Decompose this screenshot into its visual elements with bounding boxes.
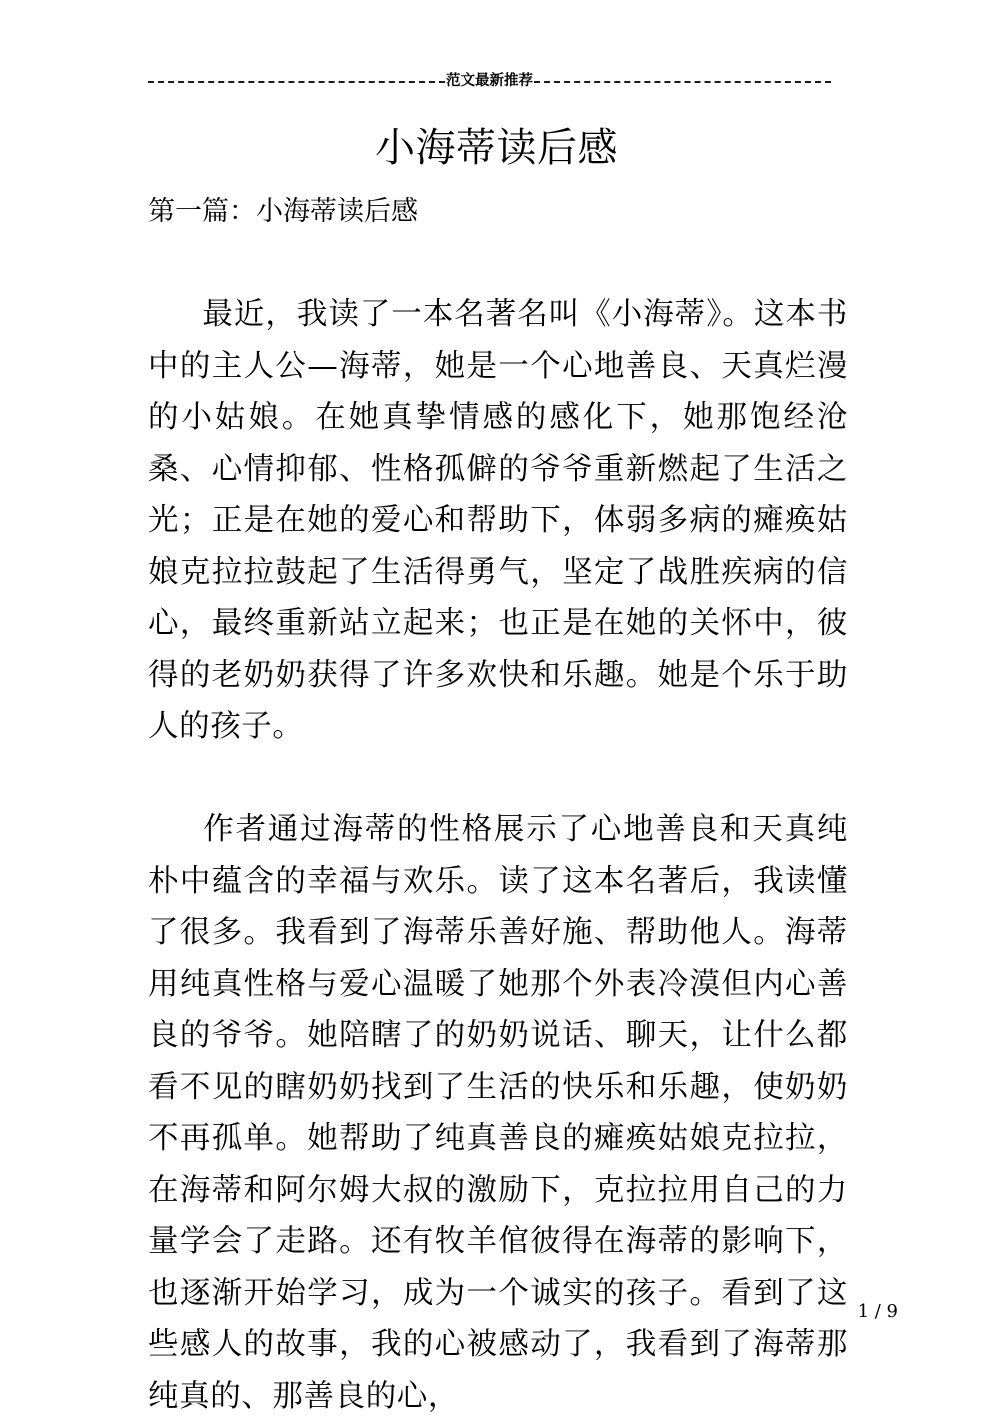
page-title: 小海蒂读后感 — [375, 125, 618, 171]
running-header-title: 范文最新推荐 — [446, 73, 533, 89]
paragraph-text: 作者通过海蒂的性格展示了心地善良和天真纯朴中蕴含的幸福与欢乐。读了这本名著后，我读懂了很多。我看到了海蒂乐善好施、帮助他人。海蒂用纯真性格与爱心温暖了她那个外表冷漠但内心善良的爷爷。她陪瞎了的奶奶说话、聊天，让什么都看不见的瞎奶奶找到了生活的快乐和乐趣，使奶奶不再孤单。她帮助了纯真善良的瘫痪姑娘克拉拉，在海蒂和阿尔姆大叔的激励下，克拉拉用自己的力量学会了走路。还有牧羊倌彼得在海蒂的影响下，也逐渐开始学习，成为一个诚实的孩子。看到了这些感人的故事，我的心被感动了，我看到了海蒂那纯真的、那善良的心， — [148, 812, 848, 1414]
header-rule-right — [534, 81, 831, 83]
section-subtitle: 第一篇：小海蒂读后感 — [148, 196, 418, 227]
header-rule-left — [148, 81, 445, 83]
document-body — [148, 186, 848, 1422]
paragraph-text: 最近，我读了一本名著名叫《小海蒂》。这本书中的主人公—海蒂，她是一个心地善良、天真烂漫的小姑娘。在她真挚情感的感化下，她那饱经沧桑、心情抑郁、性格孤僻的爷爷重新燃起了生活之光；正是在她的爱心和帮助下，体弱多病的瘫痪姑娘克拉拉鼓起了生活得勇气，坚定了战胜疾病的信心，最终重新站立起来；也正是在她的关怀中，彼得的老奶奶获得了许多欢快和乐趣。她是个乐于助人的孩子。 — [148, 297, 848, 744]
running-header — [148, 68, 831, 94]
body-paragraph — [148, 804, 848, 1422]
page-number: 1 / 9 — [857, 1301, 898, 1322]
body-paragraph — [148, 289, 848, 753]
blank-line-1 — [148, 238, 848, 290]
blank-line-2 — [148, 753, 848, 805]
